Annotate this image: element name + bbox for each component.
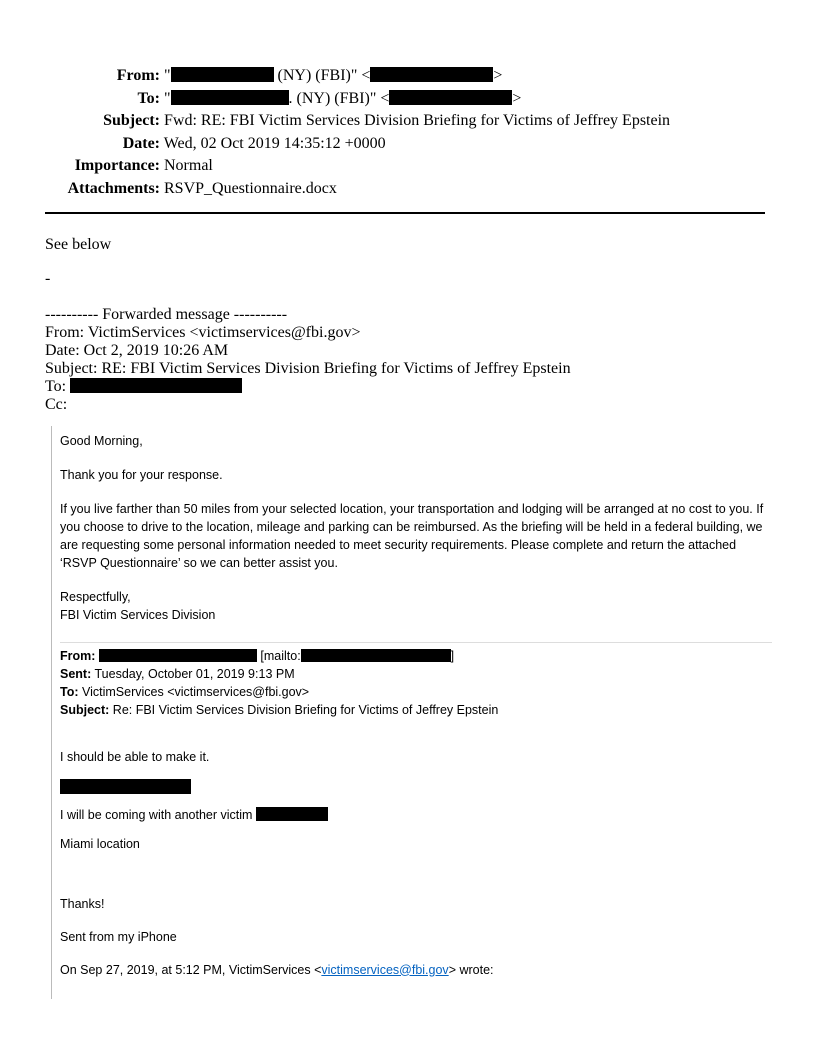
redaction [171, 67, 274, 82]
quote-intro-text: On Sep 27, 2019, at 5:12 PM, VictimServices < [60, 962, 322, 977]
to-label: To: [45, 377, 67, 395]
line-another-victim [60, 806, 775, 824]
email-link[interactable]: victimservices@fbi.gov [321, 962, 449, 977]
header-from [0, 67, 816, 85]
original-to [60, 683, 775, 701]
sent-label: Sent: [60, 666, 92, 681]
redaction [171, 90, 289, 105]
closing: Respectfully, [60, 589, 131, 604]
quote-end: > wrote: [448, 962, 494, 977]
to-label: To: [137, 89, 160, 107]
forward-subject: Subject: RE: FBI Victim Services Division Briefing for Victims of Jeffrey Epstein [45, 359, 571, 377]
importance-value: Normal [164, 157, 213, 174]
original-sent [60, 665, 775, 683]
from-label: From: [60, 648, 96, 663]
line-sent-from: Sent from my iPhone [60, 929, 177, 944]
see-below: See below [45, 235, 112, 253]
signature: FBI Victim Services Division [60, 607, 216, 622]
to-value: VictimServices <victimservices@fbi.gov> [78, 684, 310, 699]
line-make-it: I should be able to make it. [60, 749, 210, 764]
forward-cc: Cc: [45, 395, 68, 413]
redaction [389, 90, 512, 105]
to-close: > [512, 89, 522, 107]
redaction [60, 779, 191, 794]
header-date [0, 135, 816, 153]
another-victim-text: I will be coming with another victim [60, 807, 256, 822]
from-mid: (NY) (FBI)" < [273, 67, 371, 84]
reply-paragraph: If you live farther than 50 miles from your selected location, your transportation and lodging will be arranged at no cost to you. If you choose to drive to the location, mileage and parking can be reimbursed. As the briefing will be held in a federal building, we are requesting some personal information needed to meet security requirements. Please complete and return the attached ‘RSVP Questionnaire’ so we can better assist you. [60, 501, 764, 570]
mailto-close: ] [450, 648, 455, 663]
greeting: Good Morning, [60, 433, 143, 448]
quote-intro [60, 961, 775, 979]
from-label: From: [116, 67, 160, 84]
forward-date: Date: Oct 2, 2019 10:26 AM [45, 341, 229, 359]
redaction [99, 649, 257, 662]
redaction [70, 378, 242, 393]
redaction [370, 67, 493, 82]
subject-label: Subject: [103, 112, 160, 129]
redaction [301, 649, 451, 662]
thanks-line: Thank you for your response. [60, 467, 223, 482]
message-divider [60, 642, 772, 643]
header-divider [45, 212, 765, 214]
header-attachments [0, 180, 816, 198]
forward-to [45, 378, 816, 396]
to-mid: . (NY) (FBI)" < [288, 89, 390, 107]
sent-value: Tuesday, October 01, 2019 9:13 PM [91, 666, 295, 681]
original-from [60, 647, 775, 665]
subject-label: Subject: [60, 702, 110, 717]
from-close: > [493, 67, 503, 84]
date-label: Date: [122, 134, 160, 152]
forward-divider: ---------- Forwarded message ---------- [45, 305, 288, 323]
original-subject [60, 701, 775, 719]
header-subject [0, 112, 816, 130]
line-location: Miami location [60, 836, 140, 851]
mailto-open: [mailto: [256, 648, 301, 663]
quote: " [164, 67, 171, 84]
header-to [0, 90, 816, 108]
header-importance [0, 157, 816, 175]
to-label: To: [60, 684, 79, 699]
attachments-label: Attachments: [67, 179, 160, 197]
date-value: Wed, 02 Oct 2019 14:35:12 +0000 [163, 134, 386, 152]
attachment-link[interactable]: RSVP_Questionnaire.docx [164, 179, 337, 197]
importance-label: Importance: [74, 157, 160, 174]
forward-from: From: VictimServices <victimservices@fbi.gov> [45, 323, 361, 341]
quoted-thread [51, 426, 775, 999]
quote: " [164, 89, 171, 107]
dash: - [45, 269, 51, 287]
subject-value: Fwd: RE: FBI Victim Services Division Briefing for Victims of Jeffrey Epstein [164, 112, 671, 129]
line-thanks: Thanks! [60, 896, 105, 911]
redaction [256, 807, 328, 821]
subject-value: Re: FBI Victim Services Division Briefing for Victims of Jeffrey Epstein [109, 702, 499, 717]
